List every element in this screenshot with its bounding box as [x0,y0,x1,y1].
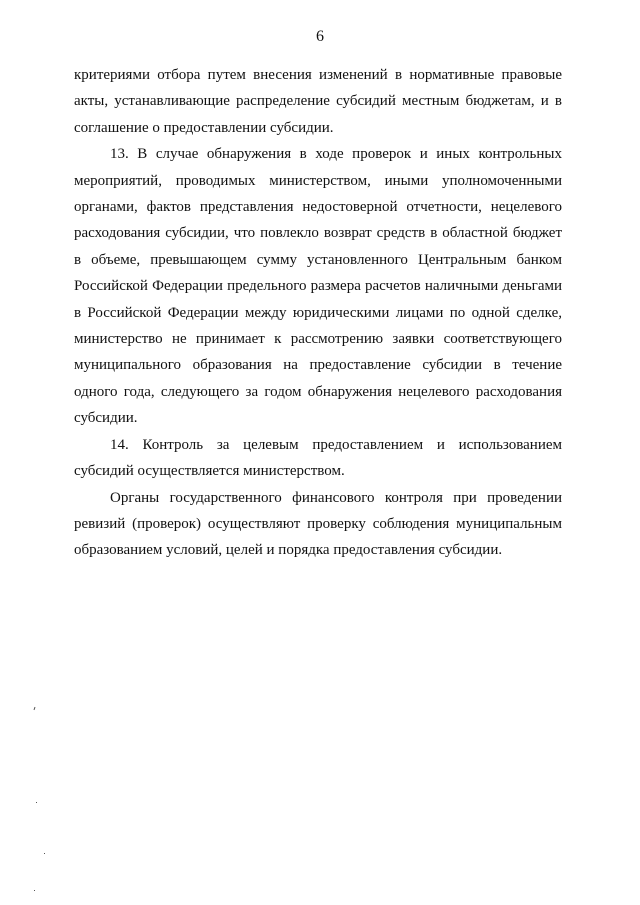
paragraph-continuation: критериями отбора путем внесения изменений в нормативные правовые акты, устанавливающие распределение субсидий местным бюджетам, и в соглашение о предоставлении субсидии. [74,67,562,136]
document-body [74,62,562,564]
page-number: 6 [316,28,324,45]
paragraph-financial-control: Органы государственного финансового контроля при проведении ревизий (проверок) осуществляют проверку соблюдения муниципальным образованием условий, целей и порядка предоставления субсидии. [74,489,562,559]
scan-speck [34,707,36,710]
scan-speck [36,802,37,803]
paragraph-13: 13. В случае обнаружения в ходе проверок и иных контрольных мероприятий, проводимых министерством, иными уполномоченными органами, фактов представления недостоверной отчетности, нецелевого расходования субсидии, что повлекло возврат средств в областной бюджет в объеме, превышающем сумму установленного Центральным банком Российской Федерации предельного размера расчетов наличными деньгами в Российской Федерации между юридическими лицами по одной сделке, министерство не принимает к рассмотрению заявки соответствующего муниципального образования на предоставление субсидии в течение одного года, следующего за годом обнаружения нецелевого расходования субсидии. [74,146,562,427]
scan-speck [34,890,35,891]
paragraph-14: 14. Контроль за целевым предоставлением и использованием субсидий осуществляется министерством. [74,436,562,480]
scan-speck [44,853,45,854]
